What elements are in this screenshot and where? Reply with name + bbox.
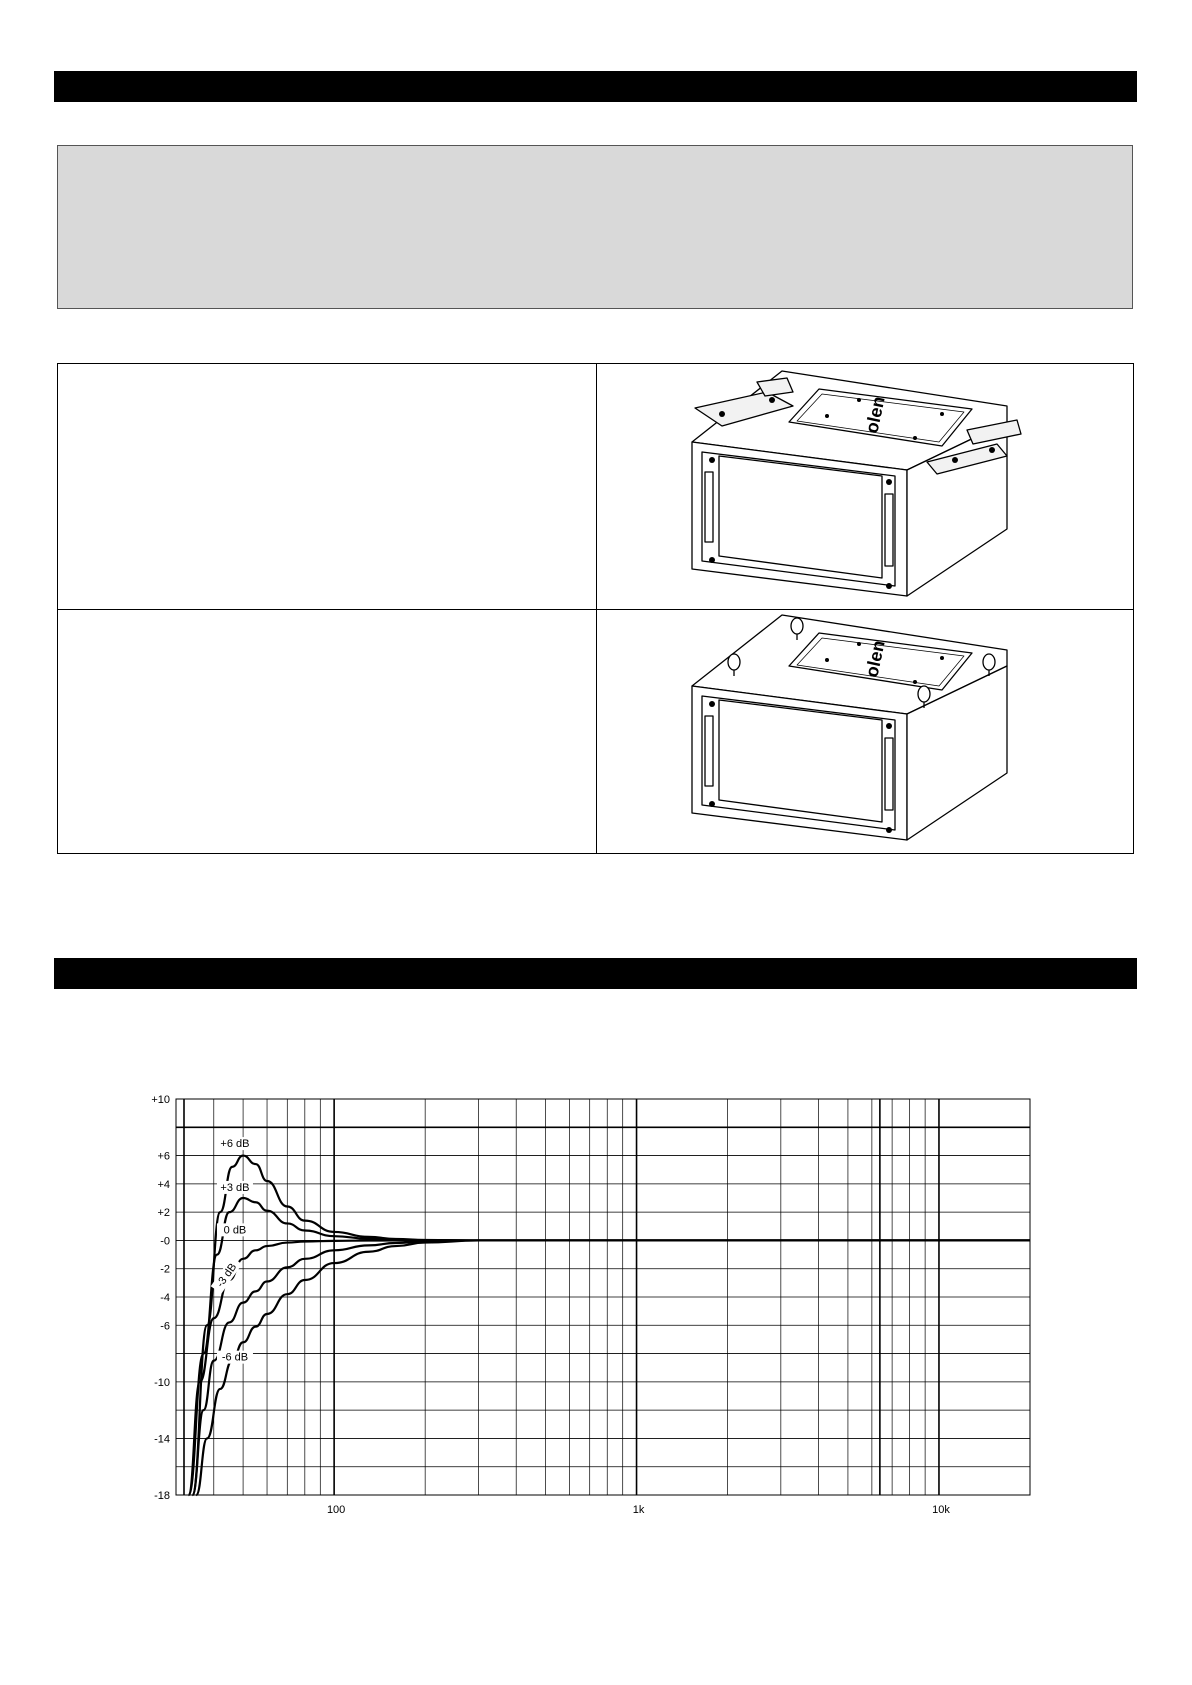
x-tick-label: 10k [932, 1504, 950, 1516]
rigging-options-table [57, 363, 1134, 854]
eq-curve [192, 1240, 1030, 1495]
y-tick-label: +4 [157, 1178, 170, 1191]
eq-curve [189, 1198, 1030, 1495]
y-tick-label: -18 [154, 1490, 170, 1502]
speaker-with-eyebolts-image [597, 610, 1134, 854]
curve-label: +3 dB [220, 1181, 250, 1194]
y-tick-label: -2 [160, 1263, 170, 1276]
brand-logo-1: olen [861, 394, 889, 435]
eq-curve [189, 1240, 1030, 1495]
x-tick-label: 1k [632, 1504, 645, 1516]
curve-label: -6 dB [221, 1351, 249, 1364]
x-tick-label: 100 [326, 1504, 346, 1516]
chart-labels [151, 1094, 950, 1516]
notice-box [57, 145, 1133, 309]
eq-curve [196, 1240, 1030, 1495]
y-tick-label: -14 [154, 1433, 170, 1446]
eq-response-chart [130, 1085, 1050, 1525]
speaker-with-flying-brackets-image [597, 364, 1134, 608]
y-tick-label: -4 [160, 1292, 170, 1304]
y-tick-label: +6 [157, 1150, 170, 1163]
curve-label: 0 dB [223, 1224, 247, 1237]
section-header-bar-eq [54, 958, 1137, 989]
eq-response-chart-svg [130, 1085, 1050, 1525]
section-header-bar-top [54, 71, 1137, 102]
curve-label: +6 dB [220, 1138, 250, 1151]
y-tick-label: -6 [160, 1320, 170, 1333]
y-tick-label: +10 [151, 1094, 170, 1106]
y-tick-label: +2 [157, 1207, 170, 1220]
brand-logo-2: olen [861, 638, 889, 679]
chart-grid [176, 1099, 1030, 1495]
y-tick-label: -0 [160, 1235, 170, 1248]
y-tick-label: -10 [154, 1376, 170, 1389]
curve-label: -3 dB [214, 1261, 240, 1290]
